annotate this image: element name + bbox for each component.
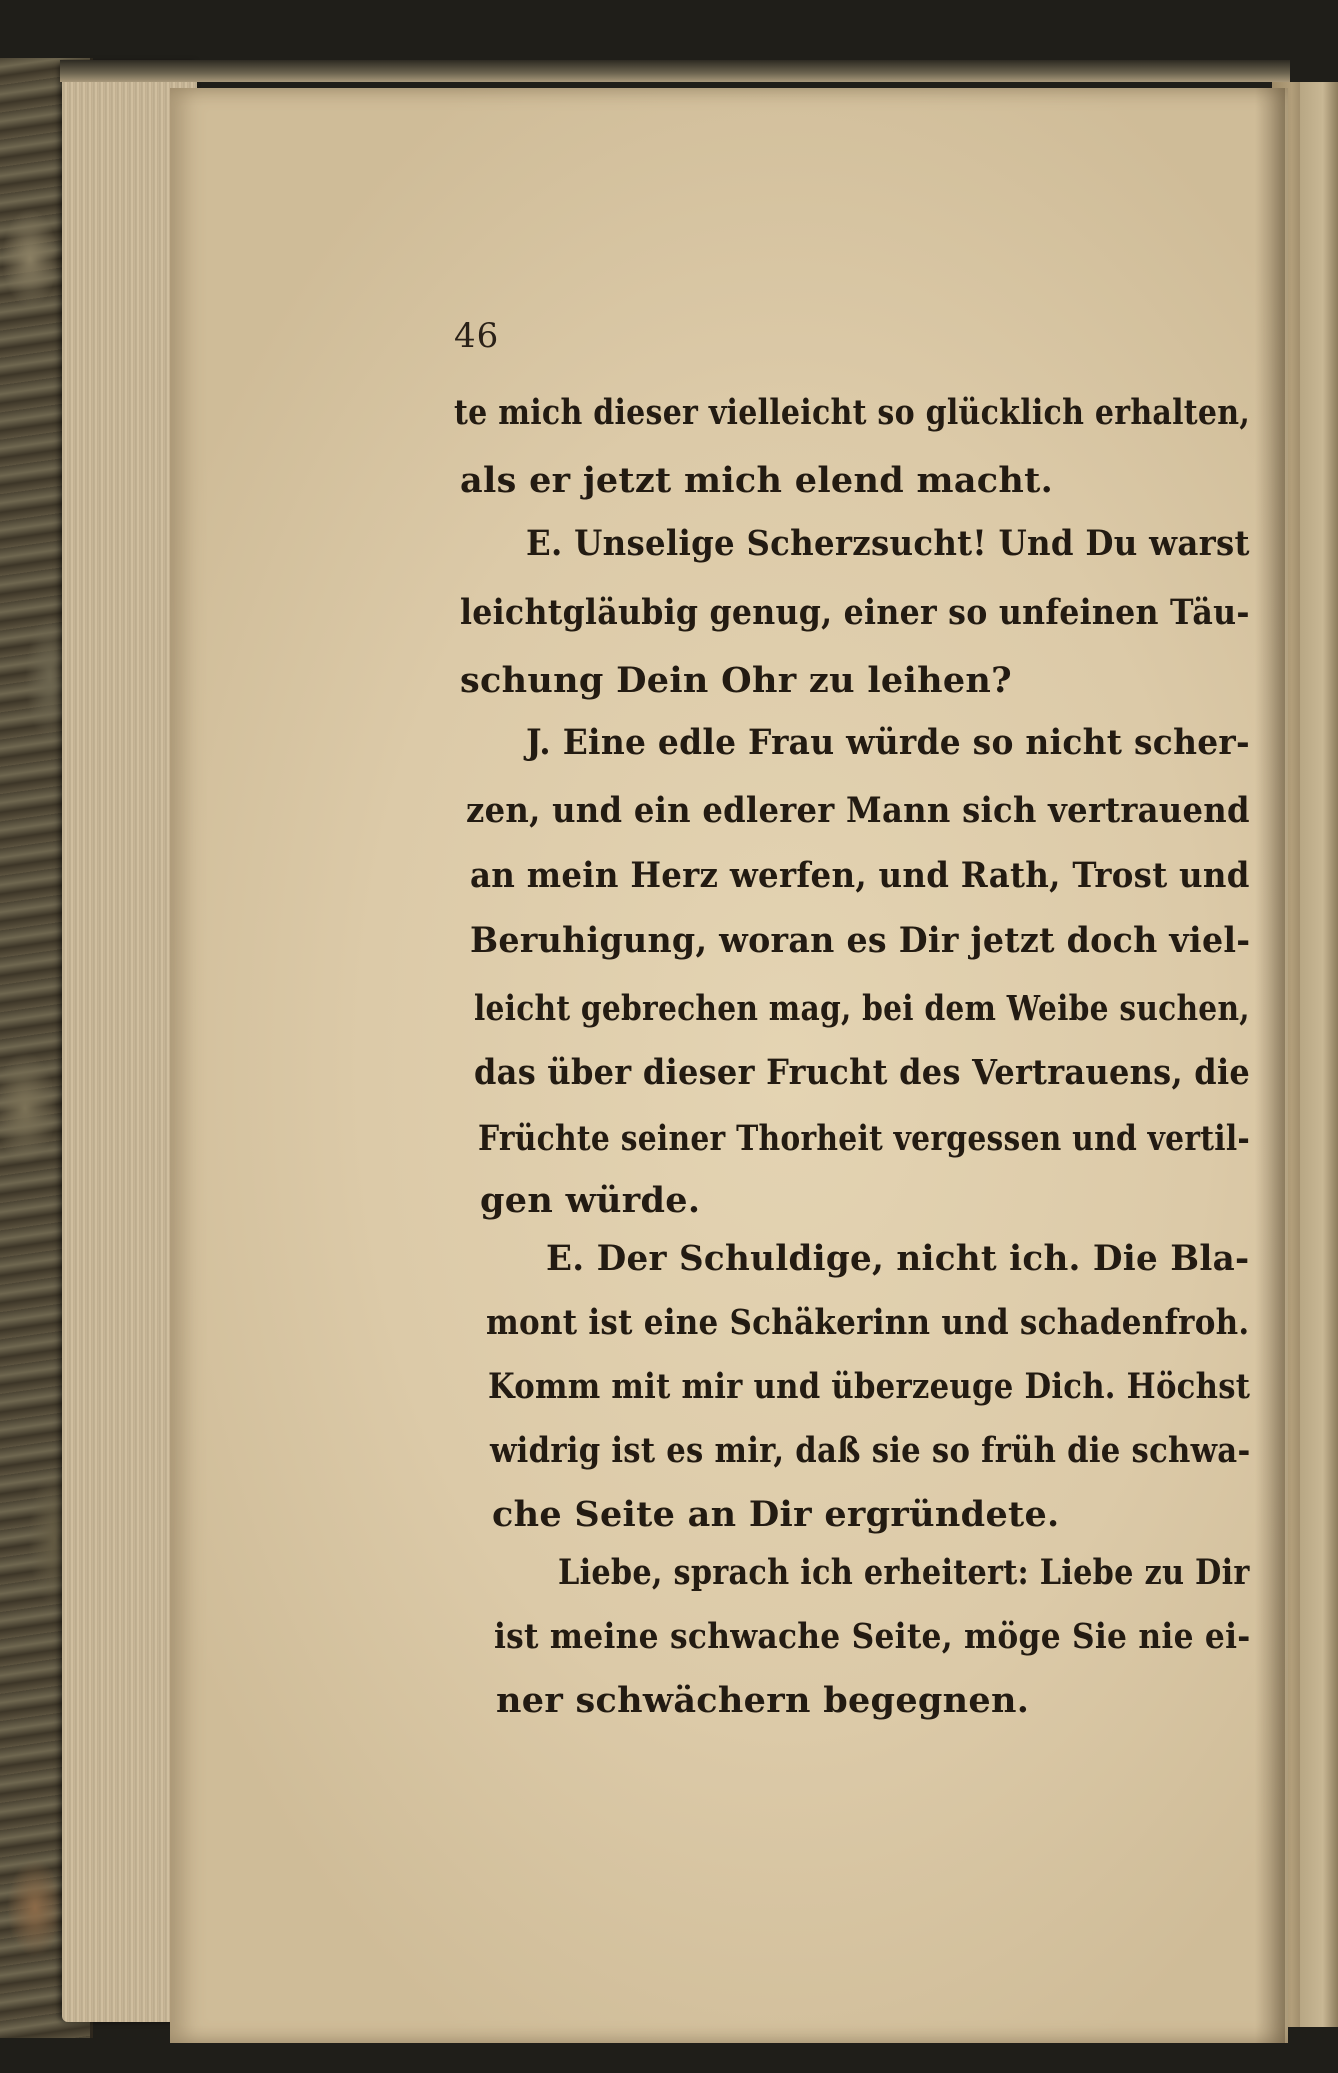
gutter-shadow: [1255, 88, 1285, 2043]
text-line: E. Der Schuldige, nicht ich. Die Bla-: [546, 1238, 1250, 1279]
text-line: Liebe, sprach ich erheitert: Liebe zu Dir: [558, 1552, 1250, 1593]
text-line: zen, und ein edlerer Mann sich vertrauend: [466, 790, 1250, 831]
text-line: das über dieser Frucht des Vertrauens, die: [474, 1052, 1251, 1093]
page-number: 46: [454, 316, 500, 356]
top-edge: [60, 60, 1290, 82]
text-line: Früchte seiner Thorheit vergessen und vertil-: [478, 1118, 1250, 1159]
text-line: leichtgläubig genug, einer so unfeinen Täu-: [460, 592, 1250, 633]
text-line: Beruhigung, woran es Dir jetzt doch viel-: [470, 920, 1251, 961]
text-line: mont ist eine Schäkerinn und schadenfroh.: [486, 1302, 1250, 1343]
text-line: ner schwächern begegnen.: [496, 1680, 1030, 1721]
text-line: leicht gebrechen mag, bei dem Weibe suchen,: [474, 988, 1250, 1029]
text-line: gen würde.: [480, 1180, 701, 1221]
text-line: J. Eine edle Frau würde so nicht scher-: [526, 722, 1250, 763]
text-line: Komm mit mir und überzeuge Dich. Höchst: [488, 1366, 1251, 1407]
text-line: schung Dein Ohr zu leihen?: [460, 660, 1012, 701]
text-line: te mich dieser vielleicht so glücklich erhalten,: [454, 392, 1251, 433]
text-line: als er jetzt mich elend macht.: [460, 460, 1054, 501]
text-line: ist meine schwache Seite, möge Sie nie ei-: [494, 1616, 1251, 1657]
text-line: E. Unselige Scherzsucht! Und Du warst: [526, 523, 1250, 564]
text-line: an mein Herz werfen, und Rath, Trost und: [470, 855, 1250, 896]
text-line: widrig ist es mir, daß sie so früh die schwa-: [490, 1430, 1251, 1471]
facing-page-strip: [1300, 82, 1338, 2027]
text-line: che Seite an Dir ergründete.: [492, 1494, 1060, 1535]
